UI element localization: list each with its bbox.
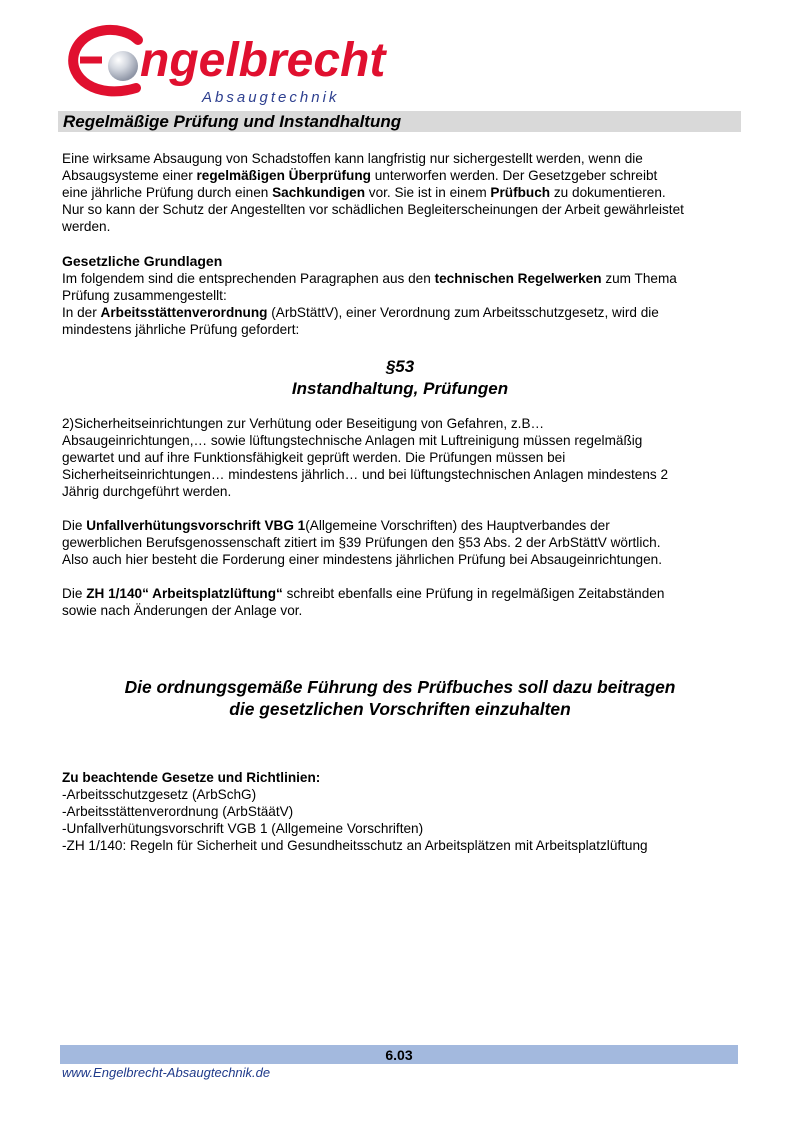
paragraph-number: §53 <box>385 357 415 376</box>
zh-line: sowie nach Änderungen der Anlage vor. <box>62 603 303 618</box>
company-logo <box>40 20 390 108</box>
clause-line: 2)Sicherheitseinrichtungen zur Verhütung oder Beseitigung von Gefahren, z.B… <box>62 416 545 431</box>
clause-line: Sicherheitseinrichtungen… mindestens jährlich… und bei lüftungstechnischen Anlagen mindestens 2 <box>62 467 669 482</box>
laws-list-section <box>62 769 742 854</box>
vbg-paragraph <box>62 517 742 568</box>
laws-heading: Zu beachtende Gesetze und Richtlinien: <box>62 770 321 785</box>
legal-line: Prüfung zusammengestellt: <box>62 288 227 303</box>
paragraph-title: Instandhaltung, Prüfungen <box>291 379 509 398</box>
section-title: Regelmäßige Prüfung und Instandhaltung <box>63 112 402 131</box>
law-item: -Arbeitsstättenverordnung (ArbStäätV) <box>62 804 294 819</box>
key-statement <box>0 676 800 720</box>
vbg-line: Also auch hier besteht die Forderung einer mindestens jährlichen Prüfung bei Absaugeinrichtungen. <box>62 552 663 567</box>
legal-line: In der Arbeitsstättenverordnung (ArbStättV), einer Verordnung zum Arbeitsschutzgesetz, wird die <box>62 305 659 320</box>
intro-line: Eine wirksame Absaugung von Schadstoffen kann langfristig nur sichergestellt werden, wenn die <box>62 151 643 166</box>
intro-paragraph <box>62 150 742 235</box>
logo-brand-text: ngelbrecht <box>140 34 386 87</box>
law-item: -Arbeitsschutzgesetz (ArbSchG) <box>62 787 257 802</box>
paragraph-53-heading <box>0 356 800 400</box>
logo-tagline: Absaugtechnik <box>202 89 340 106</box>
intro-line: werden. <box>62 219 111 234</box>
clause-line: Jährig durchgeführt werden. <box>62 484 232 499</box>
clause-line: gewartet und auf ihre Funktionsfähigkeit geprüft werden. Die Prüfungen müssen bei <box>62 450 566 465</box>
statement-line: Die ordnungsgemäße Führung des Prüfbuches soll dazu beitragen <box>124 677 676 697</box>
page-number: 6.03 <box>385 1047 413 1063</box>
legal-line: Im folgendem sind die entsprechenden Paragraphen aus den technischen Regelwerken zum Thema <box>62 271 677 286</box>
intro-line: Nur so kann der Schutz der Angestellten vor schädlichen Begleiterscheinungen der Arbeit gewährleistet <box>62 202 684 217</box>
legal-basis-heading: Gesetzliche Grundlagen <box>62 253 223 269</box>
statement-line: die gesetzlichen Vorschriften einzuhalten <box>229 699 571 719</box>
clause-line: Absaugeinrichtungen,… sowie lüftungstechnische Anlagen mit Luftreinigung müssen regelmäßig <box>62 433 643 448</box>
zh-line: Die ZH 1/140“ Arbeitsplatzlüftung“ schreibt ebenfalls eine Prüfung in regelmäßigen Zeitabständen <box>62 586 665 601</box>
website-link[interactable]: www.Engelbrecht-Absaugtechnik.de <box>62 1065 271 1080</box>
logo-orb <box>108 51 138 81</box>
legal-basis-section <box>62 253 742 338</box>
vbg-line: gewerblichen Berufsgenossenschaft zitiert im §39 Prüfungen den §53 Abs. 2 der ArbStättV wörtlich. <box>62 535 661 550</box>
law-item: -ZH 1/140: Regeln für Sicherheit und Gesundheitsschutz an Arbeitsplätzen mit Arbeitsplatzlüftung <box>62 838 648 853</box>
legal-line: mindestens jährliche Prüfung gefordert: <box>62 322 300 337</box>
law-item: -Unfallverhütungsvorschrift VGB 1 (Allgemeine Vorschriften) <box>62 821 424 836</box>
clause-paragraph <box>62 415 742 500</box>
intro-line: Absaugsysteme einer regelmäßigen Überprüfung unterworfen werden. Der Gesetzgeber schreibt <box>62 168 658 183</box>
intro-line: eine jährliche Prüfung durch einen Sachkundigen vor. Sie ist in einem Prüfbuch zu dokumentieren. <box>62 185 666 200</box>
zh-paragraph <box>62 585 742 619</box>
vbg-line: Die Unfallverhütungsvorschrift VBG 1(Allgemeine Vorschriften) des Hauptverbandes der <box>62 518 610 533</box>
